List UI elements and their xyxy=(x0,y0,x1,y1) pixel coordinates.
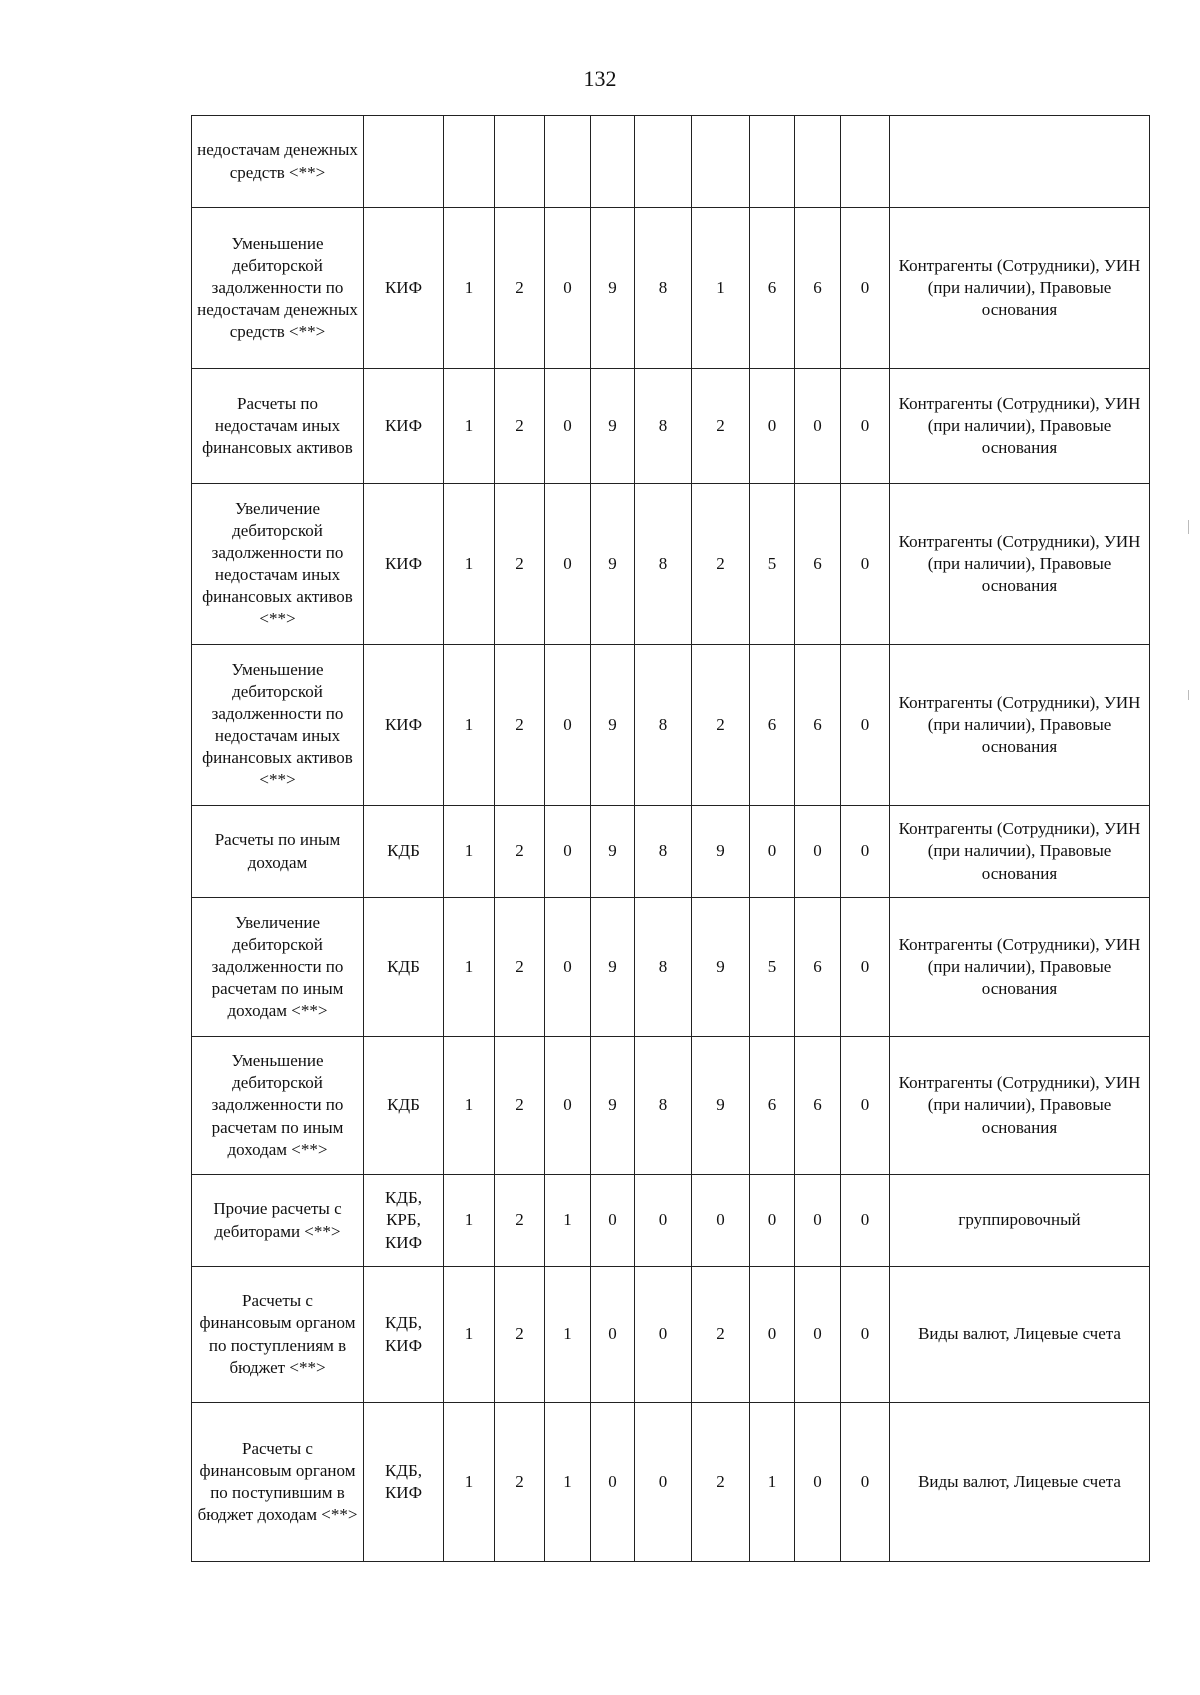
account-name: недостачам денежных средств <**> xyxy=(192,116,364,208)
code-digit: 8 xyxy=(635,369,692,484)
code-digit: 2 xyxy=(495,1267,545,1403)
code-digit: 0 xyxy=(750,1267,795,1403)
code-digit: 5 xyxy=(750,898,795,1037)
code-digit: 9 xyxy=(591,208,635,369)
code-digit: 0 xyxy=(545,898,591,1037)
code-digit: 8 xyxy=(635,208,692,369)
analytics: Контрагенты (Сотрудники), УИН (при наличии), Правовые основания xyxy=(890,208,1150,369)
code-digit: 6 xyxy=(795,645,841,806)
code-digit xyxy=(545,116,591,208)
code-digit: 2 xyxy=(495,484,545,645)
table-row xyxy=(192,484,1150,645)
code-digit: 0 xyxy=(841,645,890,806)
code-digit: 0 xyxy=(635,1267,692,1403)
code-digit: 6 xyxy=(795,484,841,645)
code-digit: 6 xyxy=(750,1037,795,1175)
code-digit: 8 xyxy=(635,645,692,806)
code-digit: 8 xyxy=(635,806,692,898)
code-digit: 1 xyxy=(444,1175,495,1267)
table-row xyxy=(192,116,1150,208)
account-name: Уменьшение дебиторской задолженности по расчетам по иным доходам <**> xyxy=(192,1037,364,1175)
account-name: Расчеты с финансовым органом по поступлениям в бюджет <**> xyxy=(192,1267,364,1403)
code-digit: 0 xyxy=(841,208,890,369)
account-type: КДБ xyxy=(364,898,444,1037)
code-digit: 2 xyxy=(692,484,750,645)
code-digit: 1 xyxy=(444,1403,495,1562)
code-digit: 0 xyxy=(591,1175,635,1267)
code-digit: 0 xyxy=(692,1175,750,1267)
analytics: группировочный xyxy=(890,1175,1150,1267)
code-digit: 1 xyxy=(545,1267,591,1403)
analytics: Контрагенты (Сотрудники), УИН (при наличии), Правовые основания xyxy=(890,806,1150,898)
code-digit: 6 xyxy=(750,645,795,806)
analytics: Виды валют, Лицевые счета xyxy=(890,1267,1150,1403)
table-row xyxy=(192,1175,1150,1267)
code-digit: 0 xyxy=(841,898,890,1037)
code-digit: 2 xyxy=(692,369,750,484)
code-digit: 9 xyxy=(692,1037,750,1175)
code-digit: 0 xyxy=(795,1403,841,1562)
analytics: Виды валют, Лицевые счета xyxy=(890,1403,1150,1562)
code-digit: 0 xyxy=(545,208,591,369)
code-digit: 0 xyxy=(591,1267,635,1403)
code-digit: 1 xyxy=(444,1037,495,1175)
table-row xyxy=(192,369,1150,484)
code-digit: 9 xyxy=(591,898,635,1037)
code-digit: 2 xyxy=(495,806,545,898)
account-name: Расчеты по недостачам иных финансовых активов xyxy=(192,369,364,484)
code-digit: 2 xyxy=(692,1267,750,1403)
scan-mark xyxy=(1188,520,1189,534)
account-type: КИФ xyxy=(364,645,444,806)
code-digit: 0 xyxy=(545,1037,591,1175)
code-digit: 9 xyxy=(591,484,635,645)
code-digit xyxy=(795,116,841,208)
account-type: КИФ xyxy=(364,208,444,369)
table-row xyxy=(192,1037,1150,1175)
account-type: КДБ, КРБ, КИФ xyxy=(364,1175,444,1267)
account-name: Прочие расчеты с дебиторами <**> xyxy=(192,1175,364,1267)
code-digit: 1 xyxy=(545,1403,591,1562)
code-digit: 6 xyxy=(795,1037,841,1175)
code-digit: 0 xyxy=(750,806,795,898)
code-digit xyxy=(841,116,890,208)
code-digit xyxy=(495,116,545,208)
code-digit: 9 xyxy=(591,369,635,484)
analytics: Контрагенты (Сотрудники), УИН (при наличии), Правовые основания xyxy=(890,369,1150,484)
page-number: 132 xyxy=(583,66,617,91)
analytics: Контрагенты (Сотрудники), УИН (при наличии), Правовые основания xyxy=(890,1037,1150,1175)
code-digit: 0 xyxy=(545,484,591,645)
code-digit: 2 xyxy=(692,1403,750,1562)
code-digit: 0 xyxy=(545,806,591,898)
account-type: КИФ xyxy=(364,369,444,484)
account-name: Расчеты с финансовым органом по поступившим в бюджет доходам <**> xyxy=(192,1403,364,1562)
account-type: КИФ xyxy=(364,484,444,645)
code-digit: 0 xyxy=(841,1037,890,1175)
account-name: Расчеты по иным доходам xyxy=(192,806,364,898)
code-digit: 0 xyxy=(795,1267,841,1403)
code-digit: 0 xyxy=(795,806,841,898)
code-digit: 6 xyxy=(750,208,795,369)
code-digit: 9 xyxy=(692,898,750,1037)
code-digit: 0 xyxy=(795,1175,841,1267)
code-digit: 0 xyxy=(635,1403,692,1562)
account-type xyxy=(364,116,444,208)
code-digit: 8 xyxy=(635,1037,692,1175)
analytics xyxy=(890,116,1150,208)
accounts-table xyxy=(191,115,1150,1562)
code-digit: 1 xyxy=(444,1267,495,1403)
table-row xyxy=(192,898,1150,1037)
code-digit: 0 xyxy=(795,369,841,484)
code-digit: 0 xyxy=(841,1403,890,1562)
code-digit: 1 xyxy=(692,208,750,369)
code-digit: 9 xyxy=(591,1037,635,1175)
code-digit: 2 xyxy=(692,645,750,806)
analytics: Контрагенты (Сотрудники), УИН (при наличии), Правовые основания xyxy=(890,645,1150,806)
code-digit: 0 xyxy=(841,1267,890,1403)
account-name: Уменьшение дебиторской задолженности по недостачам иных финансовых активов <**> xyxy=(192,645,364,806)
code-digit: 1 xyxy=(444,484,495,645)
code-digit xyxy=(591,116,635,208)
code-digit: 8 xyxy=(635,898,692,1037)
code-digit: 1 xyxy=(750,1403,795,1562)
scan-mark xyxy=(1188,690,1189,700)
code-digit: 1 xyxy=(444,369,495,484)
account-name: Увеличение дебиторской задолженности по расчетам по иным доходам <**> xyxy=(192,898,364,1037)
code-digit: 2 xyxy=(495,369,545,484)
code-digit: 0 xyxy=(635,1175,692,1267)
code-digit: 6 xyxy=(795,208,841,369)
code-digit: 0 xyxy=(545,645,591,806)
account-type: КДБ xyxy=(364,1037,444,1175)
analytics: Контрагенты (Сотрудники), УИН (при наличии), Правовые основания xyxy=(890,898,1150,1037)
code-digit: 9 xyxy=(692,806,750,898)
table-row xyxy=(192,1403,1150,1562)
code-digit: 6 xyxy=(795,898,841,1037)
code-digit: 0 xyxy=(841,484,890,645)
code-digit xyxy=(692,116,750,208)
code-digit: 9 xyxy=(591,806,635,898)
code-digit: 0 xyxy=(841,806,890,898)
code-digit: 1 xyxy=(545,1175,591,1267)
code-digit: 0 xyxy=(750,1175,795,1267)
code-digit: 2 xyxy=(495,208,545,369)
code-digit: 0 xyxy=(841,1175,890,1267)
table-row xyxy=(192,645,1150,806)
account-name: Уменьшение дебиторской задолженности по недостачам денежных средств <**> xyxy=(192,208,364,369)
code-digit: 1 xyxy=(444,806,495,898)
table-row xyxy=(192,1267,1150,1403)
code-digit: 2 xyxy=(495,898,545,1037)
account-type: КДБ, КИФ xyxy=(364,1267,444,1403)
code-digit: 0 xyxy=(591,1403,635,1562)
table-row xyxy=(192,208,1150,369)
code-digit: 1 xyxy=(444,898,495,1037)
table-body xyxy=(192,116,1150,1562)
code-digit: 2 xyxy=(495,1403,545,1562)
code-digit xyxy=(444,116,495,208)
code-digit: 2 xyxy=(495,1175,545,1267)
table-row xyxy=(192,806,1150,898)
code-digit: 9 xyxy=(591,645,635,806)
code-digit: 2 xyxy=(495,1037,545,1175)
code-digit: 2 xyxy=(495,645,545,806)
code-digit: 0 xyxy=(750,369,795,484)
account-type: КДБ xyxy=(364,806,444,898)
code-digit xyxy=(635,116,692,208)
code-digit: 5 xyxy=(750,484,795,645)
analytics: Контрагенты (Сотрудники), УИН (при наличии), Правовые основания xyxy=(890,484,1150,645)
account-name: Увеличение дебиторской задолженности по недостачам иных финансовых активов <**> xyxy=(192,484,364,645)
code-digit: 8 xyxy=(635,484,692,645)
account-type: КДБ, КИФ xyxy=(364,1403,444,1562)
code-digit: 0 xyxy=(545,369,591,484)
code-digit xyxy=(750,116,795,208)
code-digit: 1 xyxy=(444,645,495,806)
code-digit: 1 xyxy=(444,208,495,369)
code-digit: 0 xyxy=(841,369,890,484)
